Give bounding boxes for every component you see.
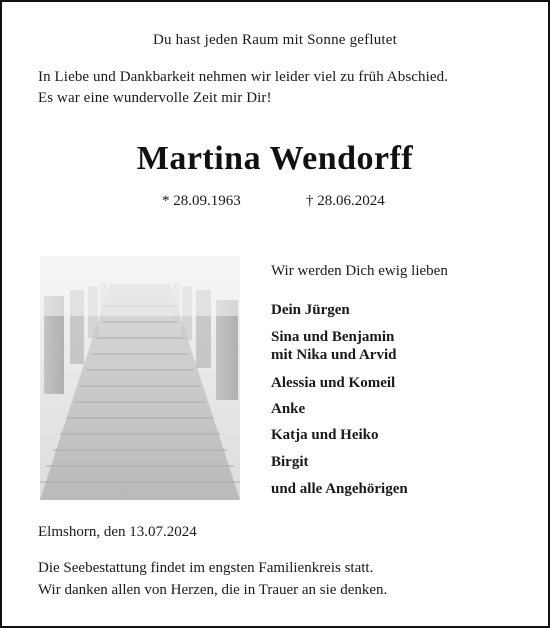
family-member-line: Birgit xyxy=(271,454,309,470)
family-member xyxy=(271,426,379,444)
family-member xyxy=(271,453,309,471)
intro-line-1: In Liebe und Dankbarkeit nehmen wir leider viel zu früh Abschied. xyxy=(38,69,449,85)
intro-text xyxy=(38,67,518,109)
family-member xyxy=(271,400,305,418)
family-member-line: Dein Jürgen xyxy=(271,302,350,318)
closing-text xyxy=(38,557,528,601)
death-date: † 28.06.2024 xyxy=(306,193,385,209)
birth-date: * 28.09.1963 xyxy=(162,193,241,209)
closing-line-2: Wir danken allen von Herzen, die in Trauer an sie denken. xyxy=(38,582,388,598)
family-member xyxy=(271,480,408,498)
deceased-name: Martina Wendorff xyxy=(136,140,414,177)
family-member-line: Sina und Benjamin xyxy=(271,329,395,345)
closing-line-1: Die Seebestattung findet im engsten Familienkreis statt. xyxy=(38,560,374,576)
family-member xyxy=(271,301,350,319)
family-member-line: Anke xyxy=(271,401,306,417)
family-member-line: Alessia und Komeil xyxy=(271,375,396,391)
family-member-line: Katja und Heiko xyxy=(271,427,379,443)
place-and-date: Elmshorn, den 13.07.2024 xyxy=(38,524,197,540)
family-member xyxy=(271,328,396,364)
intro-line-2: Es war eine wundervolle Zeit mir Dir! xyxy=(38,90,272,106)
pier-photo xyxy=(40,256,240,500)
family-member-line: und alle Angehörigen xyxy=(271,481,408,497)
motto-line: Du hast jeden Raum mit Sonne geflutet xyxy=(152,32,398,48)
family-member-line: mit Nika und Arvid xyxy=(271,347,397,363)
family-lead-line: Wir werden Dich ewig lieben xyxy=(271,263,448,279)
family-member xyxy=(271,374,395,392)
